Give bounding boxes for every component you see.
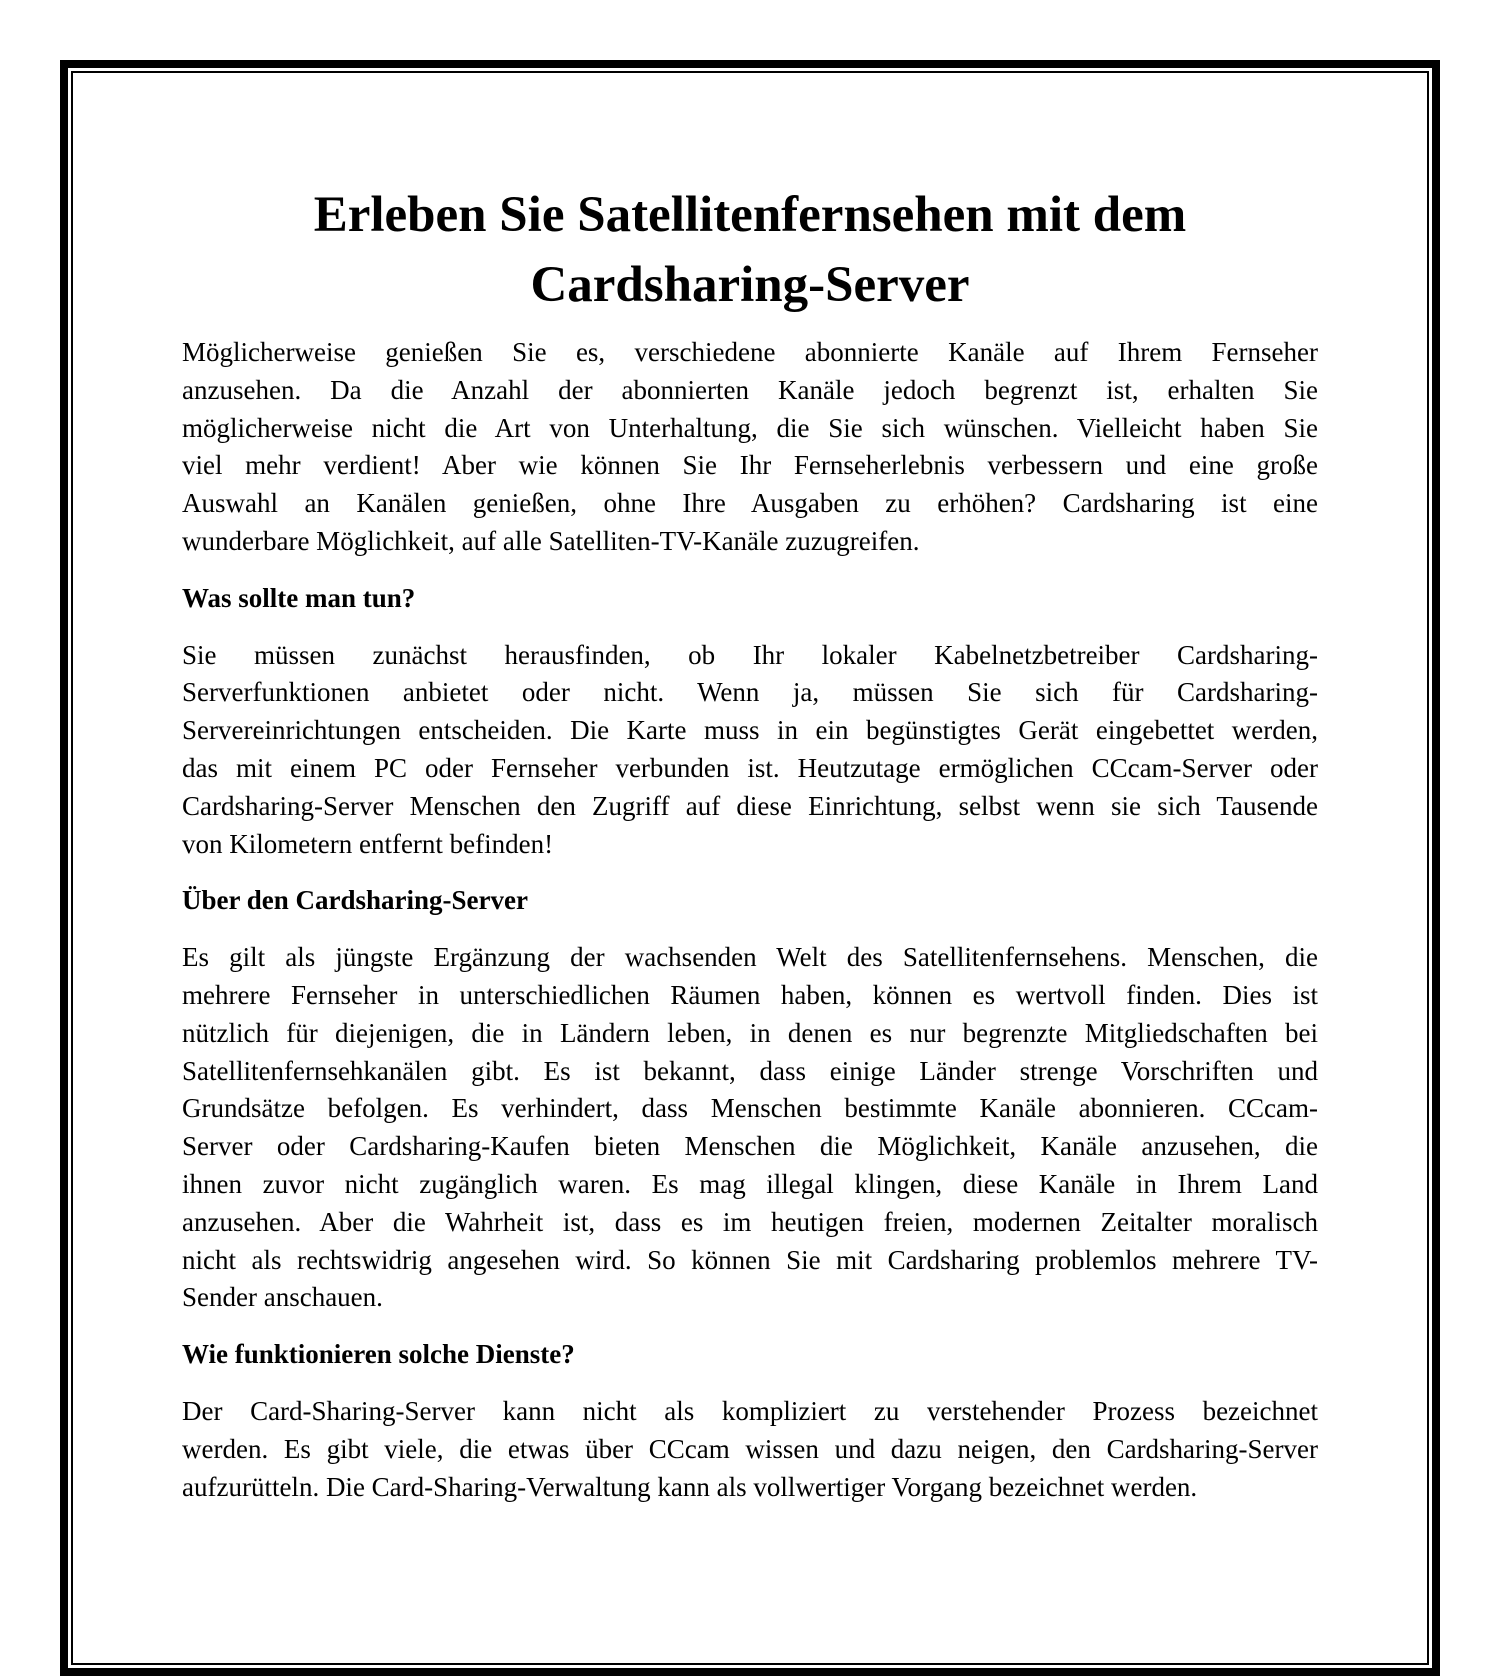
paragraph-line: aufzurütteln. Die Card-Sharing-Verwaltung kann als vollwertiger Vorgang bezeichnet werden.	[182, 1471, 1198, 1502]
paragraph-line: Server oder Cardsharing-Kaufen bieten Menschen die Möglichkeit, Kanäle anzusehen, die	[182, 1131, 1318, 1162]
section-heading: Wie funktionieren solche Dienste?	[182, 1339, 575, 1370]
paragraph-line: wunderbare Möglichkeit, auf alle Satelliten-TV-Kanäle zuzugreifen.	[182, 525, 920, 556]
sections	[182, 334, 1318, 1506]
paragraph-line: Servereinrichtungen entscheiden. Die Karte muss in ein begünstigtes Gerät eingebettet werden,	[182, 715, 1318, 746]
paragraph	[182, 334, 1318, 561]
paragraph-line: von Kilometern entfernt befinden!	[182, 828, 554, 859]
paragraph-line: Sie müssen zunächst herausfinden, ob Ihr lokaler Kabelnetzbetreiber Cardsharing-	[182, 639, 1318, 670]
title-line: Erleben Sie Satellitenfernsehen mit dem	[313, 187, 1187, 243]
title-line: Cardsharing-Server	[530, 257, 970, 313]
paragraph-line: möglicherweise nicht die Art von Unterhaltung, die Sie sich wünschen. Vielleicht haben Sie	[182, 412, 1318, 443]
paragraph-line: nützlich für diejenigen, die in Ländern leben, in denen es nur begrenzte Mitgliedschaften bei	[182, 1017, 1318, 1048]
paragraph-line: Satellitenfernsehkanälen gibt. Es ist bekannt, dass einige Länder strenge Vorschriften und	[182, 1055, 1318, 1086]
paragraph-line: das mit einem PC oder Fernseher verbunden ist. Heutzutage ermöglichen CCcam-Server oder	[182, 752, 1318, 783]
paragraph	[182, 939, 1318, 1317]
paragraph-line: werden. Es gibt viele, die etwas über CCcam wissen und dazu neigen, den Cardsharing-Server	[182, 1433, 1318, 1464]
section-heading: Was sollte man tun?	[182, 582, 416, 613]
paragraph-line: ihnen zuvor nicht zugänglich waren. Es mag illegal klingen, diese Kanäle in Ihrem Land	[182, 1168, 1318, 1199]
paragraph-line: anzusehen. Aber die Wahrheit ist, dass es im heutigen freien, modernen Zeitalter moralisch	[182, 1206, 1318, 1237]
paragraph-line: Cardsharing-Server Menschen den Zugriff auf diese Einrichtung, selbst wenn sie sich Tausende	[182, 790, 1318, 821]
paragraph-line: viel mehr verdient! Aber wie können Sie Ihr Fernseherlebnis verbessern und eine große	[182, 450, 1318, 481]
paragraph	[182, 637, 1318, 864]
paragraph-line: Grundsätze befolgen. Es verhindert, dass Menschen bestimmte Kanäle abonnieren. CCcam-	[182, 1093, 1318, 1124]
document-body	[182, 180, 1318, 1525]
paragraph-line: nicht als rechtswidrig angesehen wird. So können Sie mit Cardsharing problemlos mehrere TV-	[182, 1244, 1318, 1275]
paragraph-line: Auswahl an Kanälen genießen, ohne Ihre Ausgaben zu erhöhen? Cardsharing ist eine	[182, 488, 1318, 519]
section-heading: Über den Cardsharing-Server	[182, 885, 528, 916]
paragraph-line: mehrere Fernseher in unterschiedlichen Räumen haben, können es wertvoll finden. Dies ist	[182, 979, 1318, 1010]
document-title	[182, 180, 1318, 320]
paragraph	[182, 1393, 1318, 1506]
paragraph-line: anzusehen. Da die Anzahl der abonnierten Kanäle jedoch begrenzt ist, erhalten Sie	[182, 374, 1318, 405]
paragraph-line: Der Card-Sharing-Server kann nicht als kompliziert zu verstehender Prozess bezeichnet	[182, 1395, 1318, 1426]
paragraph-line: Sender anschauen.	[182, 1282, 383, 1313]
paragraph-line: Serverfunktionen anbietet oder nicht. Wenn ja, müssen Sie sich für Cardsharing-	[182, 677, 1318, 708]
paragraph-line: Es gilt als jüngste Ergänzung der wachsenden Welt des Satellitenfernsehens. Menschen, die	[182, 942, 1318, 973]
paragraph-line: Möglicherweise genießen Sie es, verschiedene abonnierte Kanäle auf Ihrem Fernseher	[182, 337, 1318, 367]
